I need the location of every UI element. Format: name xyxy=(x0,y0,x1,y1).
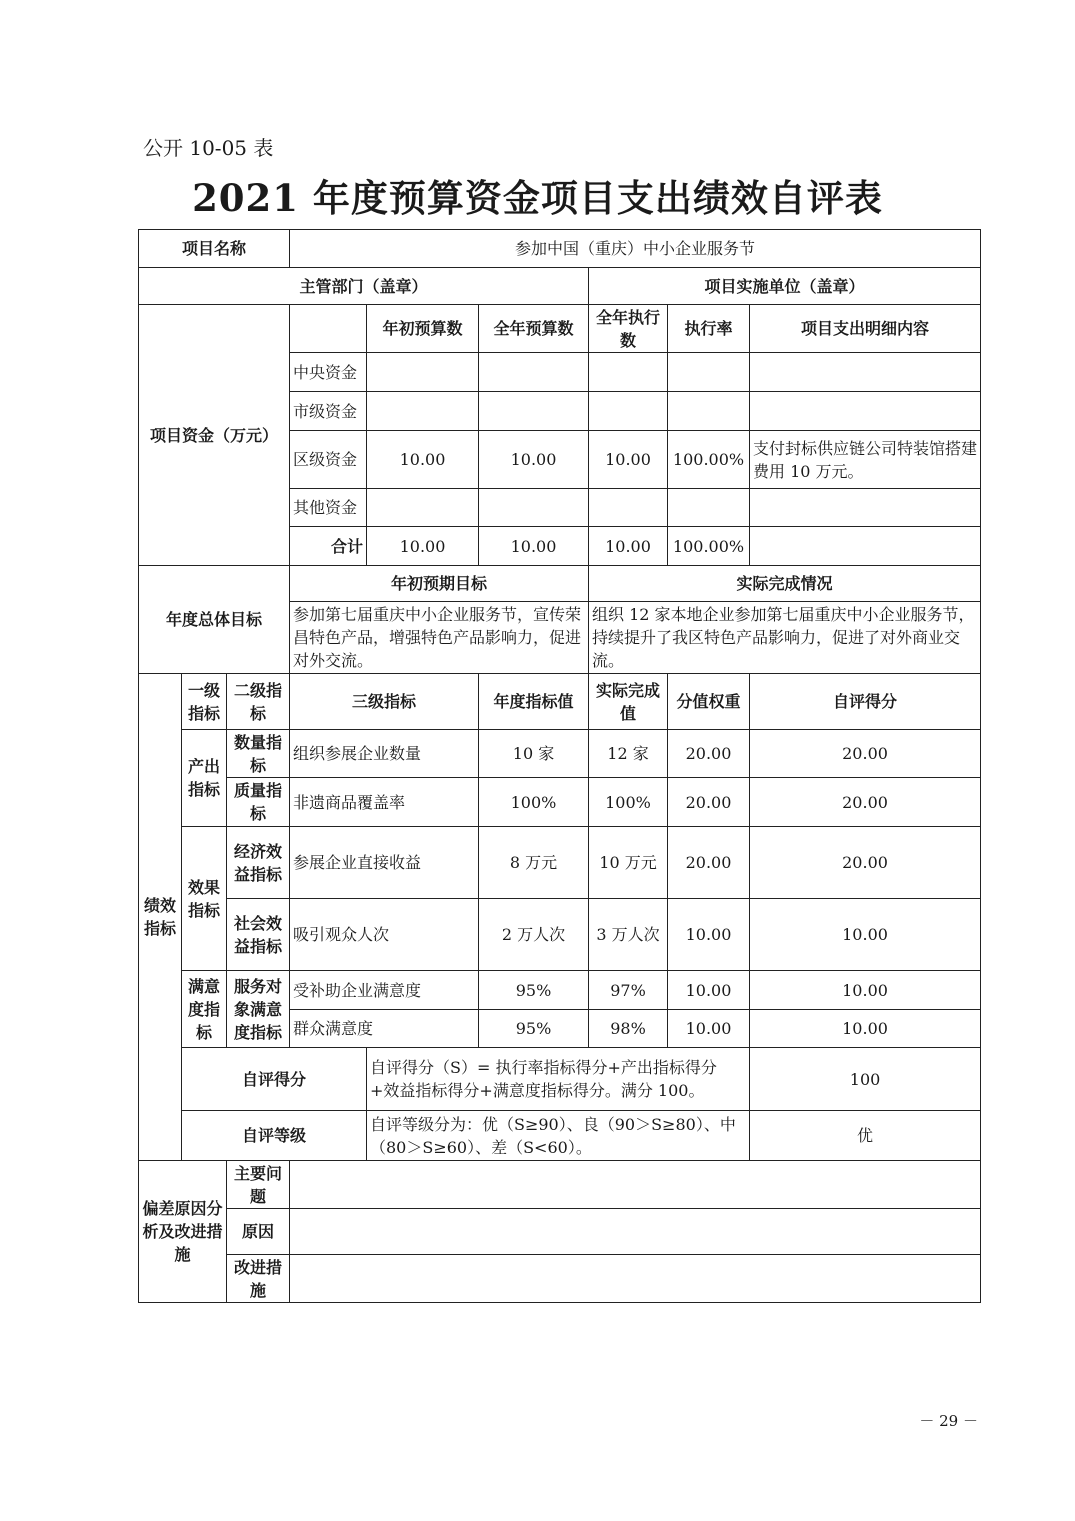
perf-group-effect: 效果指标 xyxy=(182,827,227,971)
perf-header-score: 自评得分 xyxy=(750,674,981,730)
perf-group-output: 产出指标 xyxy=(182,730,227,827)
perf-row xyxy=(139,899,981,971)
funds-row-rate: 100.00% xyxy=(668,431,750,489)
funds-row-name: 区级资金 xyxy=(290,431,367,489)
perf-row xyxy=(139,730,981,778)
project-name-value: 参加中国（重庆）中小企业服务节 xyxy=(290,230,981,268)
self-score-desc: 自评得分（S）= 执行率指标得分+产出指标得分+效益指标得分+满意度指标得分。满分 100。 xyxy=(367,1048,750,1111)
perf-header-weight: 分值权重 xyxy=(668,674,750,730)
self-score-row xyxy=(139,1048,981,1111)
funds-row-detail xyxy=(750,392,981,431)
goal-actual-header: 实际完成情况 xyxy=(589,566,981,602)
perf-header-target: 年度指标值 xyxy=(479,674,589,730)
funds-header-initial: 年初预算数 xyxy=(367,305,479,353)
perf-group-satisfaction: 满意度指标 xyxy=(182,971,227,1048)
self-grade-value: 优 xyxy=(750,1111,981,1161)
funds-row-name: 市级资金 xyxy=(290,392,367,431)
perf-row xyxy=(139,778,981,827)
dept-row xyxy=(139,268,981,305)
impl-unit-label: 项目实施单位（盖章） xyxy=(589,268,981,305)
perf-row xyxy=(139,971,981,1010)
funds-row-full xyxy=(479,392,589,431)
funds-row-executed: 10.00 xyxy=(589,431,668,489)
perf-actual: 100% xyxy=(589,778,668,827)
funds-row-full xyxy=(479,489,589,527)
funds-header-full: 全年预算数 xyxy=(479,305,589,353)
deviation-row xyxy=(139,1255,981,1303)
perf-target: 95% xyxy=(479,971,589,1010)
funds-row-initial xyxy=(367,392,479,431)
perf-score: 10.00 xyxy=(750,899,981,971)
page-number: － 29 － xyxy=(919,1412,978,1430)
deviation-problem-value xyxy=(290,1161,981,1209)
perf-actual: 97% xyxy=(589,971,668,1010)
perf-l3: 组织参展企业数量 xyxy=(290,730,479,778)
perf-target: 95% xyxy=(479,1010,589,1048)
perf-weight: 20.00 xyxy=(668,778,750,827)
funds-row-rate xyxy=(668,489,750,527)
perf-weight: 20.00 xyxy=(668,730,750,778)
project-name-row xyxy=(139,230,981,268)
perf-l3: 参展企业直接收益 xyxy=(290,827,479,899)
perf-actual: 10 万元 xyxy=(589,827,668,899)
goal-header-row xyxy=(139,566,981,602)
project-name-label: 项目名称 xyxy=(139,230,290,268)
perf-score: 10.00 xyxy=(750,971,981,1010)
funds-total-rate: 100.00% xyxy=(668,527,750,566)
funds-total-name: 合计 xyxy=(290,527,367,566)
funds-header-row xyxy=(139,305,981,353)
perf-row xyxy=(139,827,981,899)
self-grade-desc: 自评等级分为：优（S≥90）、良（90＞S≥80）、中（80＞S≥60）、差（S<60）。 xyxy=(367,1111,750,1161)
perf-header-level1: 一级指标 xyxy=(182,674,227,730)
self-score-label: 自评得分 xyxy=(182,1048,367,1111)
perf-target: 2 万人次 xyxy=(479,899,589,971)
perf-score: 20.00 xyxy=(750,730,981,778)
deviation-row xyxy=(139,1161,981,1209)
perf-weight: 20.00 xyxy=(668,827,750,899)
funds-row-detail xyxy=(750,489,981,527)
funds-row-detail xyxy=(750,353,981,392)
perf-score: 20.00 xyxy=(750,827,981,899)
funds-corner-cell xyxy=(290,305,367,353)
perf-actual: 98% xyxy=(589,1010,668,1048)
perf-l3: 群众满意度 xyxy=(290,1010,479,1048)
perf-header-level3: 三级指标 xyxy=(290,674,479,730)
self-grade-label: 自评等级 xyxy=(182,1111,367,1161)
perf-weight: 10.00 xyxy=(668,971,750,1010)
funds-total-detail xyxy=(750,527,981,566)
deviation-improve-label: 改进措施 xyxy=(227,1255,290,1303)
funds-row-full xyxy=(479,353,589,392)
funds-header-rate: 执行率 xyxy=(668,305,750,353)
funds-total-initial: 10.00 xyxy=(367,527,479,566)
funds-header-detail: 项目支出明细内容 xyxy=(750,305,981,353)
deviation-improve-value xyxy=(290,1255,981,1303)
funds-row-initial xyxy=(367,353,479,392)
funds-row-rate xyxy=(668,353,750,392)
funds-row-name: 中央资金 xyxy=(290,353,367,392)
page-title: 2021 年度预算资金项目支出绩效自评表 xyxy=(192,176,883,220)
deviation-reason-value xyxy=(290,1209,981,1255)
perf-l2: 质量指标 xyxy=(227,778,290,827)
perf-actual: 3 万人次 xyxy=(589,899,668,971)
perf-actual: 12 家 xyxy=(589,730,668,778)
funds-row-full: 10.00 xyxy=(479,431,589,489)
funds-header-executed: 全年执行数 xyxy=(589,305,668,353)
perf-l2: 服务对象满意度指标 xyxy=(227,971,290,1048)
self-score-total: 100 xyxy=(750,1048,981,1111)
perf-l2: 数量指标 xyxy=(227,730,290,778)
dept-label: 主管部门（盖章） xyxy=(139,268,589,305)
deviation-row xyxy=(139,1209,981,1255)
goal-expected-text: 参加第七届重庆中小企业服务节，宣传荣昌特色产品，增强特色产品影响力，促进对外交流。 xyxy=(290,602,589,674)
perf-l2: 社会效益指标 xyxy=(227,899,290,971)
self-grade-row xyxy=(139,1111,981,1161)
funds-row-executed xyxy=(589,353,668,392)
deviation-label: 偏差原因分析及改进措施 xyxy=(139,1161,227,1303)
funds-total-executed: 10.00 xyxy=(589,527,668,566)
perf-weight: 10.00 xyxy=(668,1010,750,1048)
perf-header-actual: 实际完成值 xyxy=(589,674,668,730)
perf-weight: 10.00 xyxy=(668,899,750,971)
perf-target: 8 万元 xyxy=(479,827,589,899)
perf-score: 10.00 xyxy=(750,1010,981,1048)
funds-row-name: 其他资金 xyxy=(290,489,367,527)
funds-total-full: 10.00 xyxy=(479,527,589,566)
perf-l2: 经济效益指标 xyxy=(227,827,290,899)
perf-target: 100% xyxy=(479,778,589,827)
perf-header-row xyxy=(139,674,981,730)
funds-row-executed xyxy=(589,392,668,431)
funds-row-detail: 支付封标供应链公司特装馆搭建费用 10 万元。 xyxy=(750,431,981,489)
deviation-problem-label: 主要问题 xyxy=(227,1161,290,1209)
goal-actual-text: 组织 12 家本地企业参加第七届重庆中小企业服务节，持续提升了我区特色产品影响力，促进了对外商业交流。 xyxy=(589,602,981,674)
deviation-reason-label: 原因 xyxy=(227,1209,290,1255)
perf-l3: 非遗商品覆盖率 xyxy=(290,778,479,827)
form-code: 公开 10-05 表 xyxy=(143,136,274,160)
perf-header-level2: 二级指标 xyxy=(227,674,290,730)
perf-target: 10 家 xyxy=(479,730,589,778)
perf-label: 绩效指标 xyxy=(139,674,182,1161)
evaluation-table xyxy=(138,229,981,1303)
perf-l3: 受补助企业满意度 xyxy=(290,971,479,1010)
funds-row-initial xyxy=(367,489,479,527)
funds-row-executed xyxy=(589,489,668,527)
perf-score: 20.00 xyxy=(750,778,981,827)
goal-expected-header: 年初预期目标 xyxy=(290,566,589,602)
funds-row-initial: 10.00 xyxy=(367,431,479,489)
funds-row-rate xyxy=(668,392,750,431)
perf-l3: 吸引观众人次 xyxy=(290,899,479,971)
goal-label: 年度总体目标 xyxy=(139,566,290,674)
funds-label: 项目资金（万元） xyxy=(139,305,290,566)
